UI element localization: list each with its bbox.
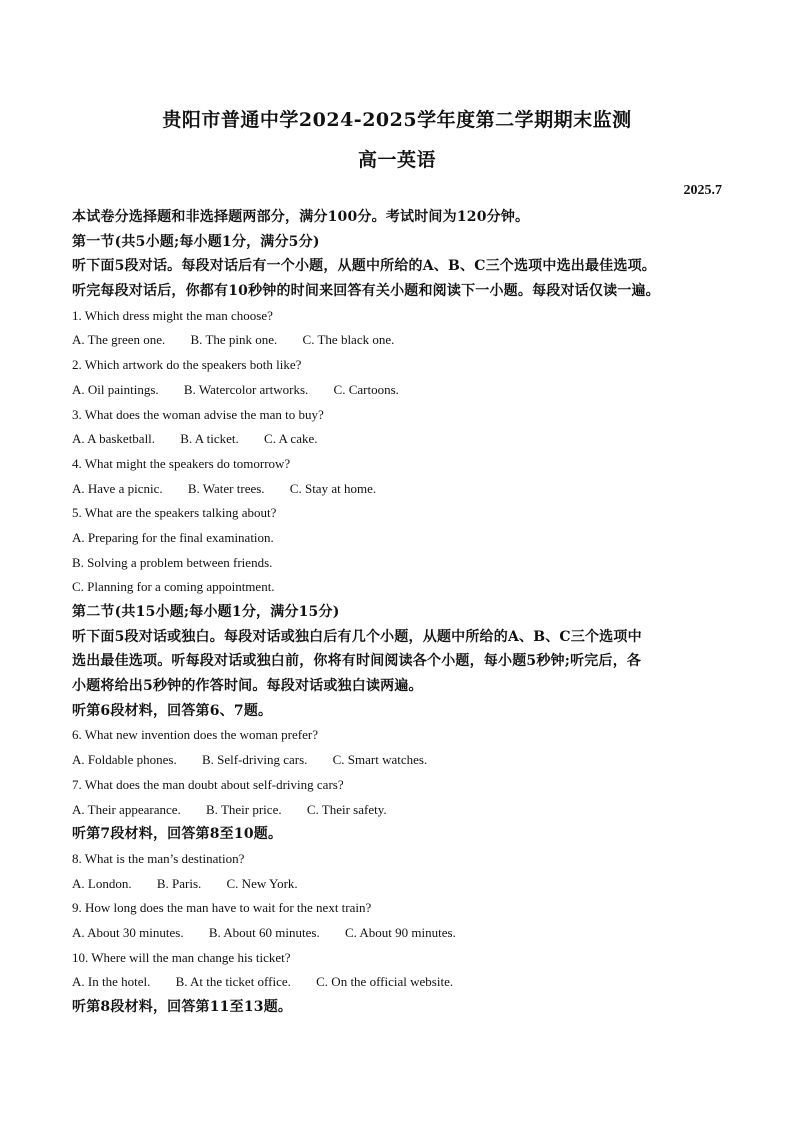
question-text: 2. Which artwork do the speakers both like? [72, 357, 302, 373]
option-row [72, 748, 724, 773]
option-row [72, 328, 724, 353]
question-text: 4. What might the speakers do tomorrow? [72, 455, 291, 471]
option-b: B. Their price. [206, 801, 282, 817]
question-text: 7. What does the man doubt about self-driving cars? [72, 776, 344, 792]
option-b: B. Self-driving cars. [201, 752, 308, 768]
group-label: 听第6段材料，回答第6、7题。 [72, 702, 273, 719]
option-c: C. On the official website. [316, 974, 454, 990]
option-row [72, 872, 724, 897]
option-b: B. About 60 minutes. [208, 924, 320, 940]
option-a: A. Preparing for the final examination. [72, 529, 274, 545]
section2-instruction: 选出最佳选项。听每段对话或独白前，你将有时间阅读各个小题，每小题5秒钟;听完后，各 [72, 653, 642, 670]
option-b: B. Paris. [156, 875, 202, 891]
option-b: B. A ticket. [180, 431, 239, 447]
question-text: 10. Where will the man change his ticket? [72, 949, 291, 965]
exam-subtitle: 高一英语 [357, 149, 436, 171]
option-c: C. Smart watches. [332, 752, 428, 768]
option-a: A. Oil paintings. [72, 381, 159, 397]
option-row [72, 378, 724, 403]
intro-text: 本试卷分选择题和非选择题两部分，满分100分。考试时间为120分钟。 [72, 209, 530, 225]
option-row [72, 798, 724, 823]
group-label: 听第8段材料，回答第11至13题。 [72, 999, 293, 1015]
option-a: A. London. [72, 875, 132, 891]
option-a: A. Have a picnic. [72, 480, 163, 496]
option-c: C. Planning for a coming appointment. [72, 579, 275, 595]
section1-heading: 第一节(共5小题;每小题1分，满分5分) [72, 233, 320, 250]
option-b: B. Water trees. [187, 480, 265, 496]
question-text: 1. Which dress might the man choose? [72, 307, 273, 323]
option-a: A. About 30 minutes. [72, 924, 184, 940]
question-text: 3. What does the woman advise the man to buy? [72, 406, 324, 422]
section2-instruction: 小题将给出5秒钟的作答时间。每段对话或独白读两遍。 [72, 678, 423, 695]
option-row [72, 970, 724, 995]
option-a: A. The green one. [72, 332, 166, 348]
option-c: C. The black one. [302, 332, 395, 348]
group-label: 听第7段材料，回答第8至10题。 [72, 826, 283, 843]
option-b: B. Watercolor artworks. [183, 381, 309, 397]
exam-body [72, 205, 724, 1020]
option-c: C. Stay at home. [289, 480, 377, 496]
section1-instruction: 听下面5段对话。每段对话后有一个小题，从题中所给的A、B、C三个选项中选出最佳选项。 [72, 258, 656, 275]
question-text: 9. How long does the man have to wait for the next train? [72, 900, 372, 916]
option-b: B. Solving a problem between friends. [72, 554, 273, 570]
question-text: 6. What new invention does the woman prefer? [72, 727, 318, 743]
option-row [72, 921, 724, 946]
option-a: A. Foldable phones. [72, 752, 177, 768]
question-text: 8. What is the man’s destination? [72, 850, 245, 866]
exam-date: 2025.7 [683, 183, 722, 198]
option-c: C. About 90 minutes. [344, 924, 456, 940]
option-c: C. Their safety. [306, 801, 387, 817]
option-row [72, 477, 724, 502]
option-c: C. A cake. [264, 431, 318, 447]
option-a: A. A basketball. [72, 431, 156, 447]
option-a: A. In the hotel. [72, 974, 151, 990]
option-c: C. New York. [226, 875, 298, 891]
question-text: 5. What are the speakers talking about? [72, 505, 277, 521]
option-b: B. The pink one. [190, 332, 278, 348]
option-row [72, 427, 724, 452]
option-c: C. Cartoons. [333, 381, 399, 397]
option-b: B. At the ticket office. [175, 974, 291, 990]
exam-title: 贵阳市普通中学2024-2025学年度第二学期期末监测 [162, 109, 632, 131]
section2-heading: 第二节(共15小题;每小题1分，满分15分) [72, 604, 340, 620]
section2-instruction: 听下面5段对话或独白。每段对话或独白后有几个小题，从题中所给的A、B、C三个选项中 [72, 628, 642, 645]
option-a: A. Their appearance. [72, 801, 181, 817]
section1-instruction: 听完每段对话后，你都有10秒钟的时间来回答有关小题和阅读下一小题。每段对话仅读一遍。 [72, 283, 660, 300]
